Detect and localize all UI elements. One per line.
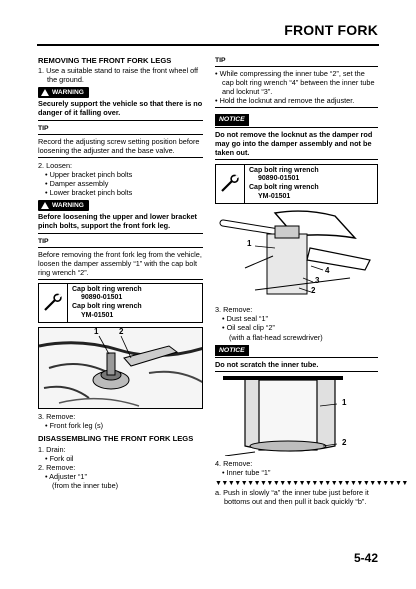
tip-text-2: Before removing the front fork leg from the vehicle, loosen the damper assembly “1” with the cap bolt ring wrench “2”. bbox=[38, 250, 203, 280]
notice-badge: NOTICE bbox=[215, 345, 249, 356]
section-title-removing: REMOVING THE FRONT FORK LEGS bbox=[38, 56, 172, 65]
page-number: 5-42 bbox=[353, 551, 378, 565]
disassemble-step-2-item: • Adjuster “1” bbox=[45, 471, 87, 481]
tip-label-1: TIP bbox=[38, 124, 203, 135]
step-2-item: • Upper bracket pinch bolts bbox=[45, 169, 133, 179]
disassemble-step-1-item: • Fork oil bbox=[45, 453, 74, 463]
tip-label-3: TIP bbox=[215, 56, 378, 67]
warning-icon bbox=[41, 202, 49, 209]
step-2-item: • Damper assembly bbox=[45, 179, 109, 189]
callout-2: 2 bbox=[119, 327, 124, 337]
step-3-item: • Front fork leg (s) bbox=[45, 421, 104, 431]
callout-2: 2 bbox=[311, 286, 316, 296]
step-4: 4. Remove: bbox=[215, 458, 253, 468]
warning-badge: WARNING bbox=[38, 200, 89, 211]
tool-code: YM-01501 bbox=[81, 311, 114, 319]
header-divider bbox=[37, 44, 379, 46]
tool-name: Cap bolt ring wrench bbox=[72, 303, 142, 311]
step-2: 2. Loosen: bbox=[38, 160, 73, 170]
notice-text-2: Do not scratch the inner tube. bbox=[215, 357, 378, 372]
tool-code: YM-01501 bbox=[258, 192, 291, 200]
step-4-item: • Inner tube “1” bbox=[222, 467, 271, 477]
warning-icon bbox=[41, 89, 49, 96]
step-3: 3. Remove: bbox=[38, 412, 76, 422]
tip-item: • Hold the locknut and remove the adjuster. bbox=[215, 96, 378, 108]
wrench-icon bbox=[216, 165, 245, 203]
warning-badge: WARNING bbox=[38, 87, 89, 98]
callout-1: 1 bbox=[342, 397, 347, 407]
inner-tube-illustration bbox=[215, 376, 378, 456]
callout-3: 3 bbox=[315, 276, 320, 286]
special-tool-box bbox=[215, 164, 378, 204]
tool-code: 90890-01501 bbox=[258, 175, 300, 183]
section-title-disassembling: DISASSEMBLING THE FRONT FORK LEGS bbox=[38, 434, 194, 444]
tip-label-2: TIP bbox=[38, 237, 203, 248]
right-column bbox=[215, 56, 408, 507]
step-3: 3. Remove: bbox=[215, 305, 253, 315]
tool-name: Cap bolt ring wrench bbox=[249, 166, 319, 174]
tip-item: • While compressing the inner tube “2”, set the cap bolt ring wrench “4” between the inner tube and locknut “3”. bbox=[215, 69, 375, 97]
disassemble-step-2: 2. Remove: bbox=[38, 462, 76, 472]
notice-badge: NOTICE bbox=[215, 114, 249, 125]
disassemble-step-2-sub: (from the inner tube) bbox=[52, 480, 119, 490]
fork-top-illustration bbox=[39, 328, 203, 408]
step-a: a. Push in slowly “a” the inner tube just before it bottoms out and then pull it back quickly “b”. bbox=[215, 487, 369, 507]
step-3-sub: (with a flat-head screwdriver) bbox=[229, 332, 323, 342]
callout-1: 1 bbox=[247, 239, 252, 249]
callout-1: 1 bbox=[94, 327, 99, 337]
callout-2: 2 bbox=[342, 437, 347, 447]
step-1: 1. Use a suitable stand to raise the front wheel off the ground. bbox=[38, 66, 199, 85]
step-2-item: • Lower bracket pinch bolts bbox=[45, 188, 133, 198]
fork-top-photo bbox=[38, 327, 203, 409]
step-3-item: • Oil seal clip “2” bbox=[222, 323, 275, 333]
procedure-start-arrows: ▼▼▼▼▼▼▼▼▼▼▼▼▼▼▼▼▼▼▼▼▼▼▼▼▼▼▼▼▼▼ bbox=[215, 479, 408, 487]
step-3-item: • Dust seal “1” bbox=[222, 314, 268, 324]
inner-tube-figure bbox=[215, 376, 378, 456]
notice-text-1: Do not remove the locknut as the damper rod may go into the damper assembly and not be taken out. bbox=[215, 127, 378, 160]
warning-text-2: Before loosening the upper and lower bracket pinch bolts, support the front fork leg. bbox=[38, 212, 203, 233]
adjuster-illustration bbox=[215, 208, 378, 302]
tool-name: Cap bolt ring wrench bbox=[249, 184, 319, 192]
tool-code: 90890-01501 bbox=[81, 294, 123, 302]
warning-text-1: Securely support the vehicle so that there is no danger of it falling over. bbox=[38, 99, 203, 120]
page-title: FRONT FORK bbox=[284, 22, 378, 38]
tip-text-1: Record the adjusting screw setting position before loosening the adjuster and the base valve. bbox=[38, 137, 203, 158]
wrench-icon bbox=[39, 284, 68, 322]
left-column bbox=[38, 56, 203, 490]
adjuster-removal-figure bbox=[215, 208, 378, 302]
disassemble-step-1: 1. Drain: bbox=[38, 444, 66, 454]
tool-name: Cap bolt ring wrench bbox=[72, 285, 142, 293]
callout-4: 4 bbox=[325, 266, 330, 276]
special-tool-box bbox=[38, 283, 203, 323]
